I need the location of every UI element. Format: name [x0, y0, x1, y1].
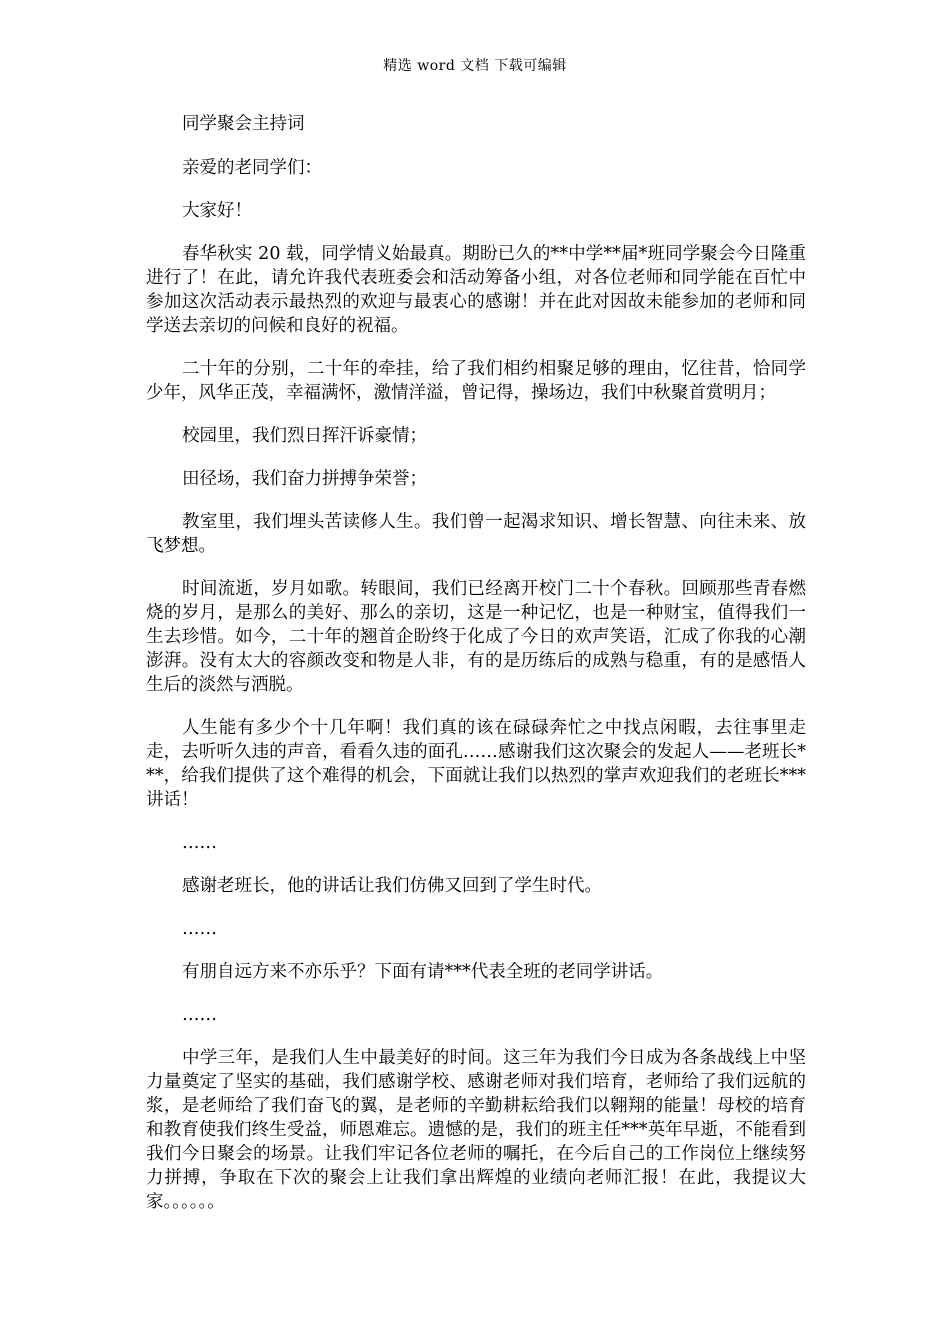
paragraph-classmate-speech: 有朋自远方来不亦乐乎？下面有请***代表全班的老同学讲话。	[182, 962, 664, 982]
page-header: 精选 word 文档 下载可编辑	[383, 58, 567, 74]
paragraph-thanks-monitor: 感谢老班长，他的讲话让我们仿佛又回到了学生时代。	[182, 876, 602, 896]
paragraph-time: 时间流逝，岁月如歌。转眼间，我们已经离开校门二十个春秋。回顾那些青春燃烧的岁月，是那么的美好、那么的亲切，这是一种记忆，也是一种财宝，值得我们一生去珍惜。如今，二十年的翘首企盼终于化成了今日的欢声笑语，汇成了你我的心潮澎湃。没有太大的容颜改变和物是人非，有的是历练后的成熟与稳重，有的是感悟人生后的淡然与洒脱。	[146, 579, 806, 695]
paragraph-monitor-intro: 人生能有多少个十几年啊！我们真的该在碌碌奔忙之中找点闲暇，去往事里走走，去听听久违的声音，看看久违的面孔……感谢我们这次聚会的发起人——老班长***，给我们提供了这个难得的机会，下面就让我们以热烈的掌声欢迎我们的老班长***讲话！	[146, 718, 806, 810]
paragraph-campus: 校园里，我们烈日挥汗诉豪情；	[182, 426, 427, 446]
document-body	[146, 112, 806, 1233]
paragraph-teachers: 中学三年，是我们人生中最美好的时间。这三年为我们今日成为各条战线上中坚力量奠定了坚实的基础，我们感谢学校、感谢老师对我们培育，老师给了我们远航的浆，是老师给了我们奋飞的翼，是老师的辛勤耕耘给我们以翱翔的能量！母校的培育和教育使我们终生受益，师恩难忘。遗憾的是，我们的班主任***英年早逝，不能看到我们今日聚会的场景。让我们牢记各位老师的嘱托，在今后自己的工作岗位上继续努力拼搏，争取在下次的聚会上让我们拿出辉煌的业绩向老师汇报！在此，我提议大家。。。。。。	[146, 1048, 806, 1212]
salutation: 亲爱的老同学们：	[182, 158, 322, 178]
document-title: 同学聚会主持词	[182, 114, 305, 134]
ellipsis-1: ……	[182, 833, 217, 853]
ellipsis-2: ……	[182, 919, 217, 939]
greeting: 大家好！	[182, 201, 252, 221]
paragraph-opening: 春华秋实 20 载，同学情义始最真。期盼已久的**中学**届*班同学聚会今日隆重进行了！在此，请允许我代表班委会和活动筹备小组，对各位老师和同学能在百忙中参加这次活动表示最热烈的欢迎与最衷心的感谢！并在此对因故未能参加的老师和同学送去亲切的问候和良好的祝福。	[146, 244, 806, 336]
ellipsis-3: ……	[182, 1005, 217, 1025]
paragraph-field: 田径场，我们奋力拼搏争荣誉；	[182, 469, 427, 489]
paragraph-classroom: 教室里，我们埋头苦读修人生。我们曾一起渴求知识、增长智慧、向往未来、放飞梦想。	[146, 512, 806, 556]
paragraph-memories: 二十年的分别，二十年的牵挂，给了我们相约相聚足够的理由，忆往昔，恰同学少年，风华正茂，幸福满怀，激情洋溢，曾记得，操场边，我们中秋聚首赏明月；	[146, 359, 806, 403]
